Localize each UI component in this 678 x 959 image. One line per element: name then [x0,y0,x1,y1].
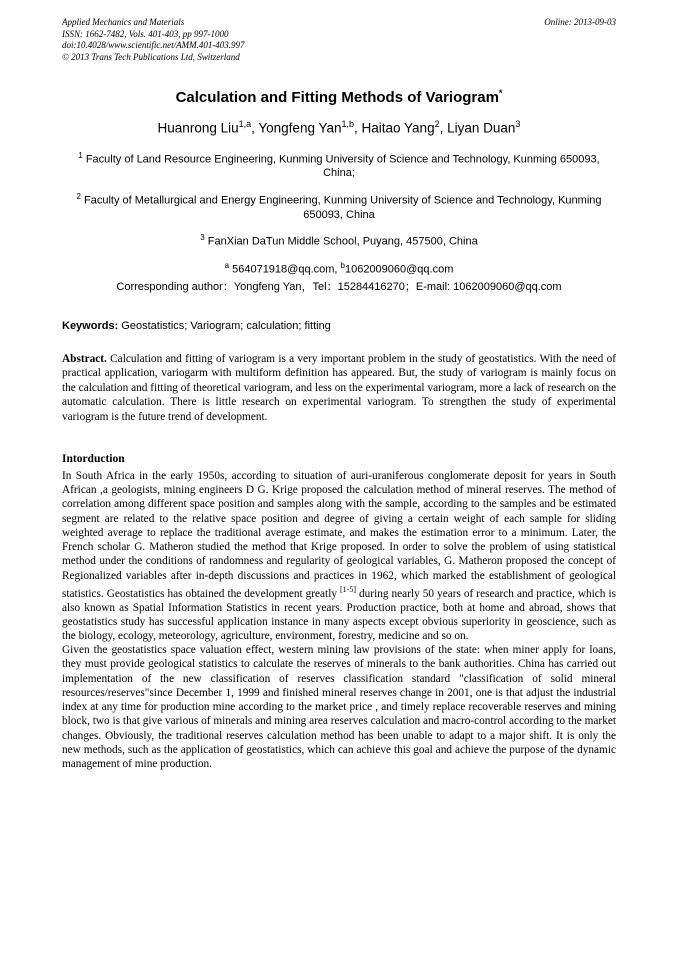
paper-title [62,84,616,107]
introduction-paragraph-2: Given the geostatistics space valuation effect, western mining law provisions of the state: when miner apply for loans, they must provide geological statistics to calculate the reserves of minerals to the bank authorities. China has carried out implementation of the new classification of reserves classification standard "classification of solid mineral resources/reserves"since December 1, 1999 and finished mineral reserves change in 2001, one is that adjust the industrial index at any time for production mine according to the market price , and timely replace recoverable reserves and mining block, two is that give various of minerals and mining area reserves calculation and macro-control according to the market changes. Obviously, the traditional reserves calculation method has been unable to adapt to a major shift. It is only the new methods, such as the application of geostatistics, which can achieve this goal and achieve the purpose of the dynamic management of mine production. [62,644,616,770]
abstract-label: Abstract. [62,352,107,365]
author-separator: , [354,120,362,136]
author-affiliation-mark: 1,a [238,119,252,130]
journal-name: Applied Mechanics and Materials [62,17,185,27]
affiliation-3 [62,231,616,249]
author-separator: , [439,120,448,136]
author-affiliation-mark: 3 [515,119,521,130]
journal-doi-line: doi:10.4028/www.scientific.net/AMM.401-403.997 [62,40,245,51]
email-mark-b: b [340,260,345,270]
affiliation-number: 3 [200,233,205,243]
corresponding-author-line: Corresponding author：Yongfeng Yan，Tel：15284416270；E-mail: 1062009060@qq.com [116,281,562,294]
keywords-label: Keywords: [62,320,119,333]
author-separator: , [251,120,259,136]
affiliation-2 [62,190,616,222]
paragraph-text: during nearly 50 years of research and practice, which is also known as Spatial Information Statistics in recent years. Production practice, both at home and abroad, shows that geostatistics study has successful application instance in many aspects except obvious superiority in geoscience, such as the biology, ecology, meteorology, agriculture, environment, forestry, medicine and so on. [62,587,616,643]
paragraph-text: In South Africa in the early 1950s, according to situation of auri-uraniferous conglomerate deposit for years in South African ,a geologists, mining engineers D G. Krige proposed the calculation method of mineral reserves. The method of correlation among different space position and samples along with the sample, according to the samples and be estimated segment are related to the relative space position and degree of giving a certain weight of each sample for sliding weighted average to replace the traditional average estimate, and makes the estimation error to a minimum. Later, the French scholar G. Matheron studied the method that Krige proposed. In order to solve the problem of using statistical method under the conditions of randomness and regularity of geological variables, G. Matheron proposed the concept of Regionalized variables after in-depth discussions and practices in 1962, which marked the establishment of geological statistics. Geostatistics has obtained the development greatly [62,470,616,600]
author-name: Huanrong Liu [157,120,239,136]
introduction-paragraph-1 [62,469,616,643]
affiliation-text: Faculty of Land Resource Engineering, Kunming University of Science and Technology, Kunming 650093, China; [82,153,600,180]
journal-issn-line: ISSN: 1662-7482, Vols. 401-403, pp 997-1000 [62,28,229,39]
journal-copyright-line: © 2013 Trans Tech Publications Ltd, Switzerland [62,51,240,62]
section-heading-introduction: Intorduction [62,453,125,466]
author-name: Haitao Yang [361,120,435,136]
author-affiliation-mark: 1,b [341,119,354,130]
citation-reference: [1-5] [340,584,356,594]
author-affiliation-mark: 2 [434,119,440,130]
author-emails-line [62,259,616,277]
affiliation-text: Faculty of Metallurgical and Energy Engineering, Kunming University of Science and Technology, Kunming 650093, China [80,194,602,221]
affiliation-number: 1 [78,150,83,160]
email-mark-a: a [224,260,230,270]
title-footnote-mark: * [498,88,503,99]
email-a: 564071918@qq.com, [229,263,341,276]
email-b: 1062009060@qq.com [344,263,454,276]
journal-header [62,17,616,63]
contact-block [62,259,616,295]
author-name: Yongfeng Yan [258,120,342,136]
keywords-text: Geostatistics; Variogram; calculation; fitting [118,320,331,333]
online-date: Online: 2013-09-03 [544,17,616,27]
author-name: Liyan Duan [447,120,516,136]
journal-header-left [62,17,245,63]
abstract-paragraph [62,352,616,425]
affiliations-block [62,149,616,250]
authors-line [62,116,616,137]
keywords-line [62,320,616,334]
affiliation-1 [62,149,616,181]
abstract-text: Calculation and fitting of variogram is a very important problem in the study of geostatistics. With the need of practical application, variogarm with multiform definition has appeared. But, the study of variogram is mainly focus on the calculation and fitting of theoretical variogram, and less on the experimental variogram, more a lack of research on the automatic calculation. There is little research on experimental variogram. To strengthen the study of experimental variogram is the future trend of development. [62,352,616,423]
paper-title-text: Calculation and Fitting Methods of Variogram [175,89,499,107]
affiliation-text: FanXian DaTun Middle School, Puyang, 457500, China [204,236,478,249]
affiliation-number: 2 [76,192,81,202]
